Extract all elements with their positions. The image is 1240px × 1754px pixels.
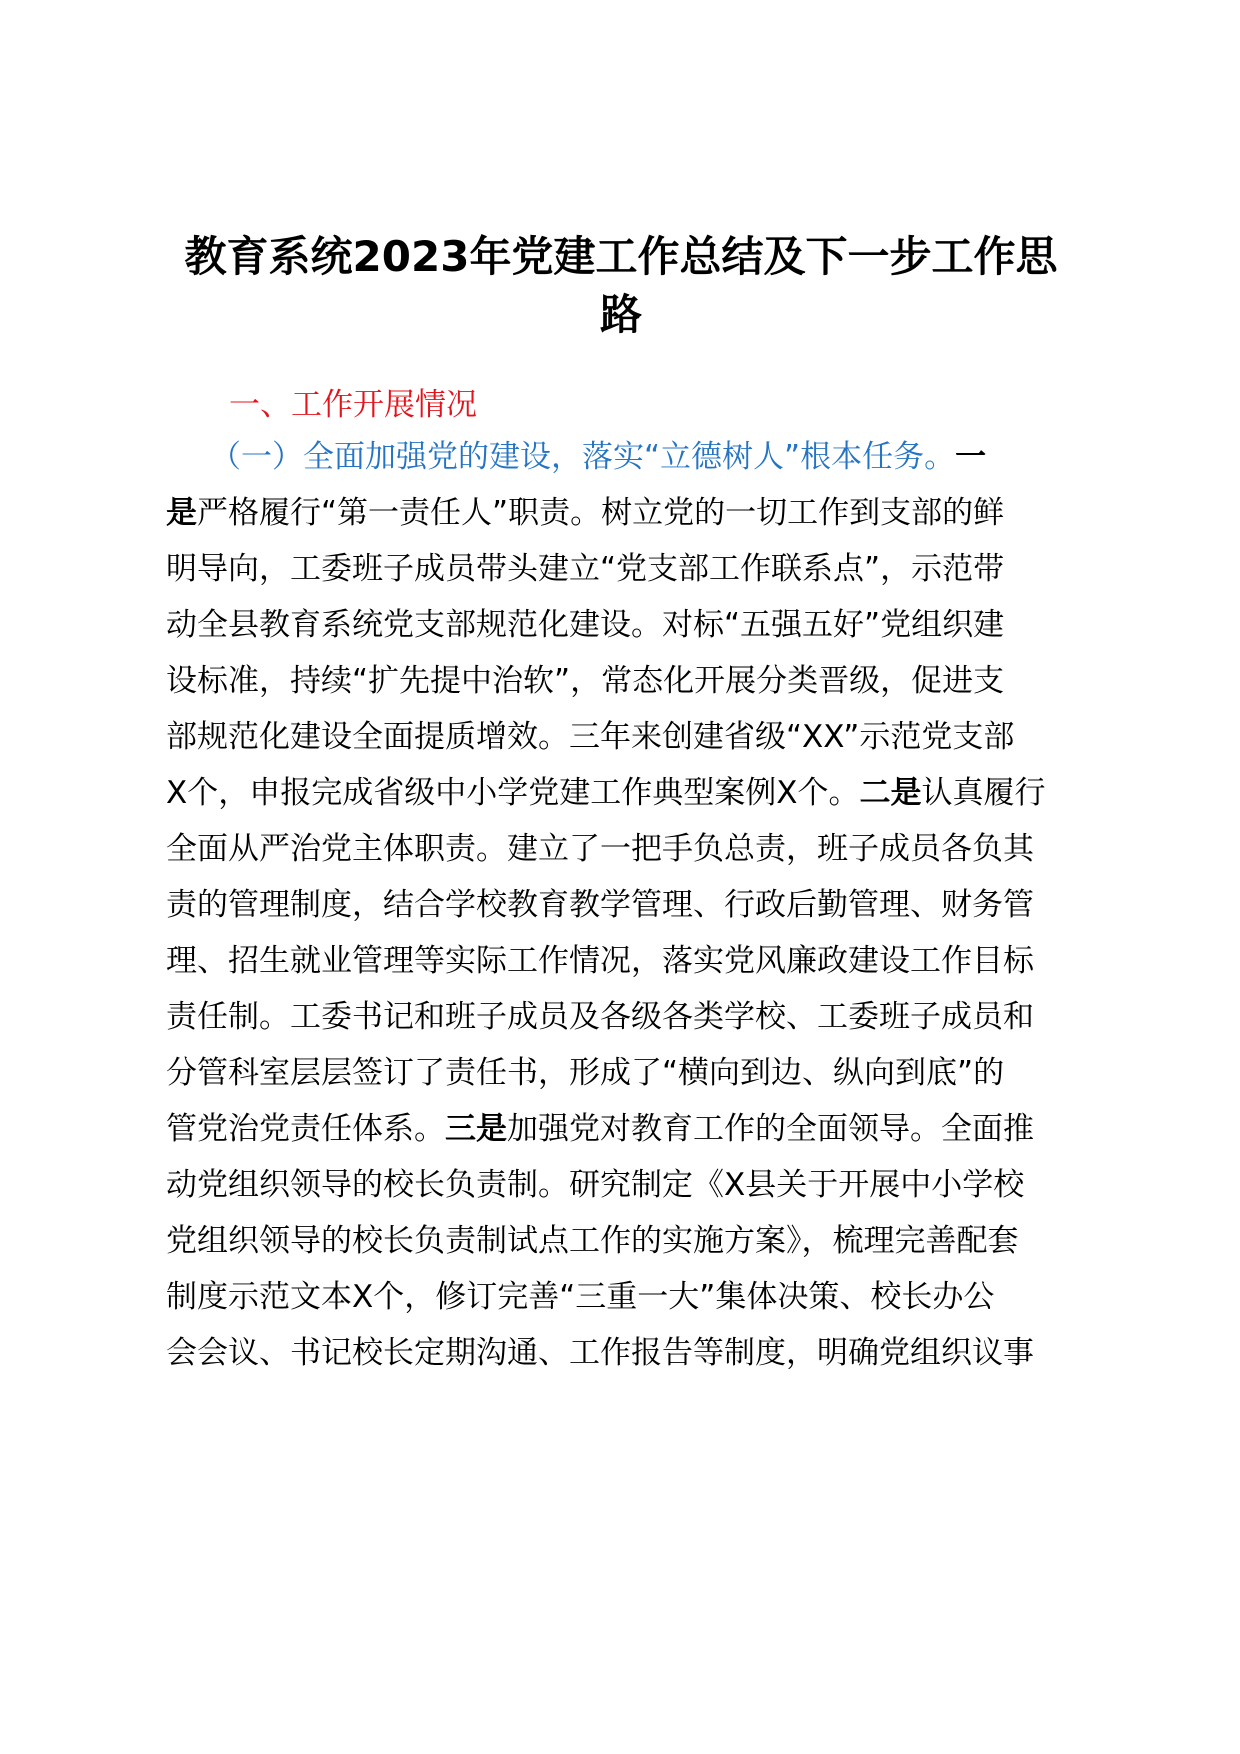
bold-lead-2: 是	[166, 495, 197, 531]
bold-lead-1: 一	[955, 439, 987, 475]
body-line-9: 理、招生就业管理等实际工作情况，落实党风廉政建设工作目标	[166, 943, 1034, 979]
body-line-12	[166, 1109, 1034, 1149]
title-line-2: 路	[599, 290, 642, 339]
body-line-16: 会会议、书记校长定期沟通、工作报告等制度，明确党组织议事	[166, 1335, 1034, 1371]
body-line-13: 动党组织领导的校长负责制。研究制定《X县关于开展中小学校	[166, 1167, 1025, 1203]
body-line-15: 制度示范文本X个，修订完善“三重一大”集体决策、校长办公	[166, 1279, 995, 1315]
body-line-4: 设标准，持续“扩先提中治软”，常态化开展分类晋级，促进支	[166, 663, 1005, 699]
body-text-12: 管党治党责任体系。	[166, 1111, 445, 1147]
bold-marker-2: 二是	[859, 775, 922, 811]
body-line-2: 明导向，工委班子成员带头建立“党支部工作联系点”，示范带	[166, 551, 1005, 587]
body-line-8: 责的管理制度，结合学校教育教学管理、行政后勤管理、财务管	[166, 887, 1034, 923]
body-tail-12: 加强党对教育工作的全面领导。全面推	[507, 1111, 1034, 1147]
document-title	[150, 228, 1092, 344]
subsection-heading-line	[210, 437, 986, 477]
body-text-1: 严格履行“第一责任人”职责。树立党的一切工作到支部的鲜	[197, 495, 1005, 531]
bold-marker-3: 三是	[445, 1111, 507, 1147]
section-heading: 一、工作开展情况	[229, 387, 477, 423]
body-tail-6: 认真履行	[921, 775, 1046, 811]
title-line-1: 教育系统2023年党建工作总结及下一步工作思	[184, 232, 1058, 281]
body-line-5: 部规范化建设全面提质增效。三年来创建省级“XX”示范党支部	[166, 719, 1015, 755]
body-line-6	[166, 773, 1045, 813]
body-line-3: 动全县教育系统党支部规范化建设。对标“五强五好”党组织建	[166, 607, 1005, 643]
subsection-heading: （一）全面加强党的建设，落实“立德树人”根本任务。	[210, 439, 956, 475]
body-line-10: 责任制。工委书记和班子成员及各级各类学校、工委班子成员和	[166, 999, 1034, 1035]
body-line-1	[166, 493, 1004, 533]
body-text-6: X个，申报完成省级中小学党建工作典型案例X个。	[166, 775, 860, 811]
body-line-7: 全面从严治党主体职责。建立了一把手负总责，班子成员各负其	[166, 831, 1034, 867]
body-line-11: 分管科室层层签订了责任书，形成了“横向到边、纵向到底”的	[166, 1055, 1005, 1091]
body-line-14: 党组织领导的校长负责制试点工作的实施方案》，梳理完善配套	[166, 1223, 1019, 1259]
